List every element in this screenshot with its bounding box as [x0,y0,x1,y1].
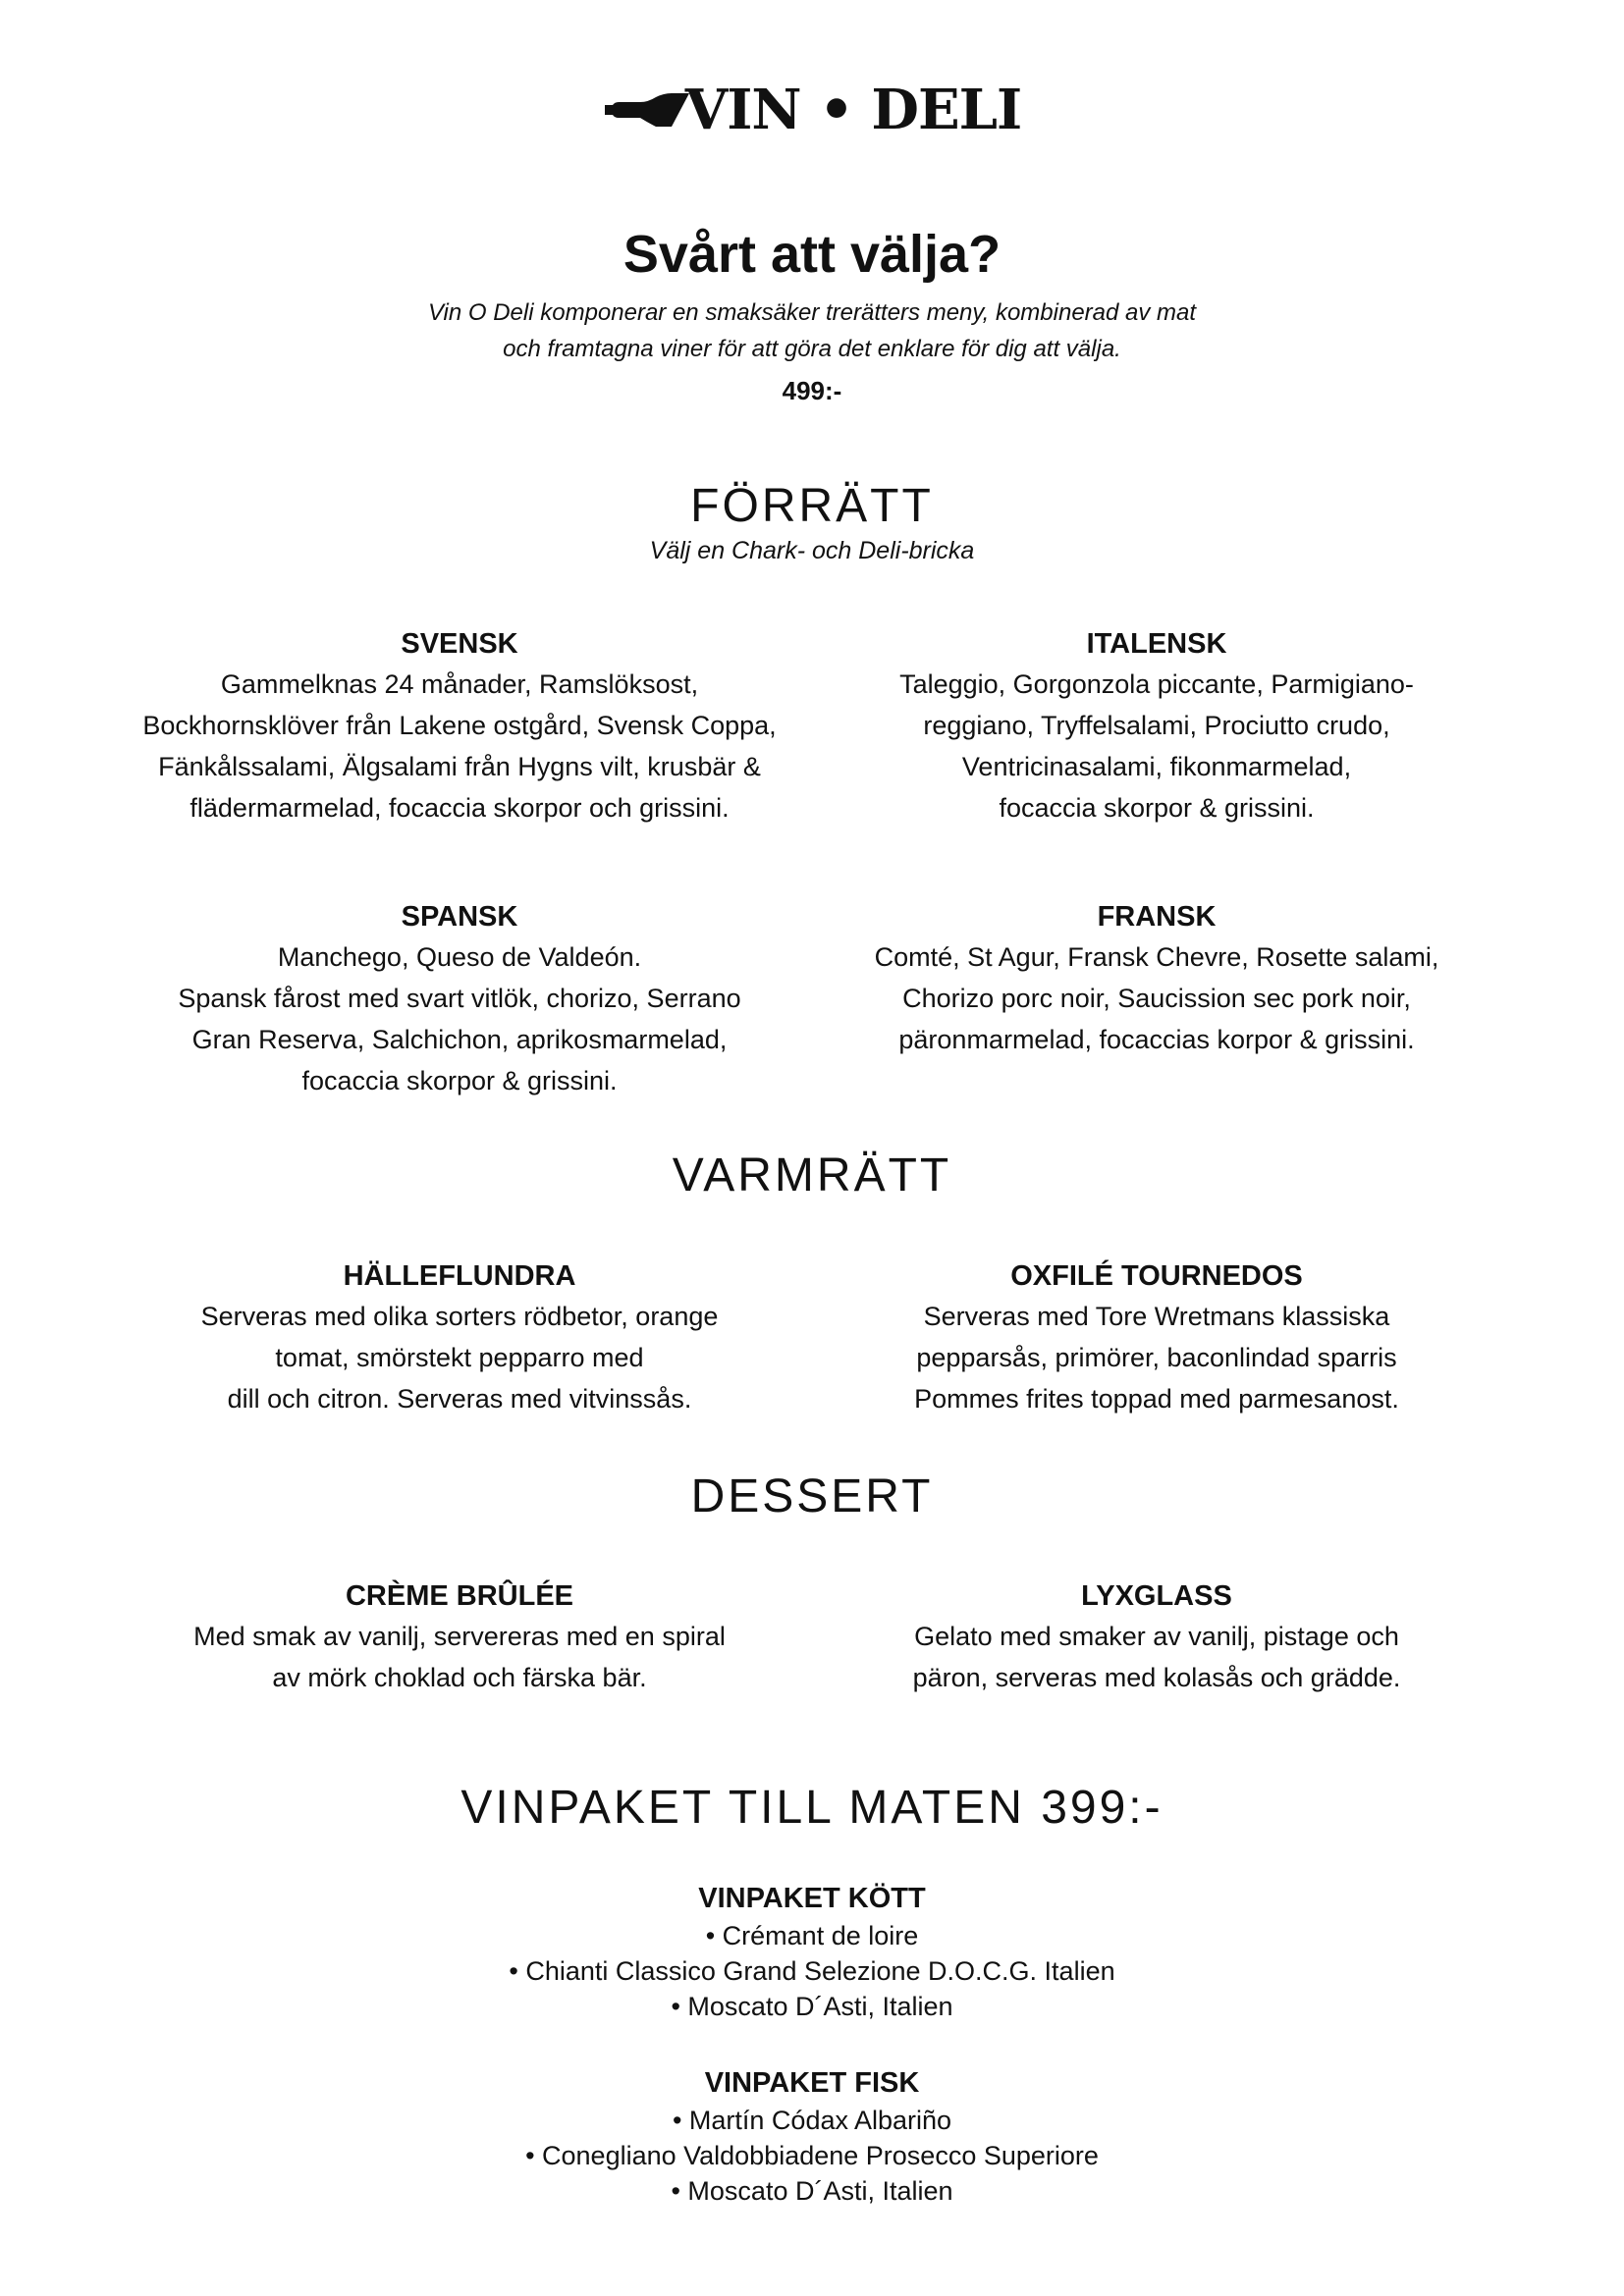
dish-svensk [116,624,803,828]
dish-description: Manchego, Queso de Valdeón. Spansk fårost med svart vitlök, chorizo, Serrano Gran Reserva, Salchichon, aprikosmarmelad, focaccia skorpor & grissini. [178,942,741,1095]
dish-description: Med smak av vanilj, servereras med en spiral av mörk choklad och färska bär. [193,1622,726,1692]
dish-creme-brulee [116,1576,803,1698]
dish-title: LYXGLASS [1081,1580,1232,1612]
menu-price: 499:- [782,376,842,405]
wine-package-title: VINPAKET KÖTT [698,1883,926,1914]
dish-oxfile-tournedos [813,1256,1500,1419]
dish-title: CRÈME BRÛLÉE [345,1580,573,1612]
dish-lyxglass [813,1576,1500,1698]
section-title-varmratt: VARMRÄTT [672,1149,952,1201]
logo-text: VIN • DELI [684,78,1022,142]
intro-text [0,294,1624,367]
dish-description: Comté, St Agur, Fransk Chevre, Rosette salami, Chorizo porc noir, Saucission sec pork noir, päronmarmelad, focaccias korpor & grissini. [874,942,1439,1054]
section-title-dessert: DESSERT [690,1470,934,1522]
section-subtitle-forratt: Välj en Chark- och Deli-bricka [649,537,975,564]
wine-package-title: VINPAKET FISK [704,2067,920,2099]
wine-item: • Moscato D´Asti, Italien [671,2176,953,2206]
intro-line-2: och framtagna viner för att göra det enklare för dig att välja. [503,336,1121,362]
logo-inner [603,78,1022,142]
wine-item: • Chianti Classico Grand Selezione D.O.C.G. Italien [509,1956,1115,1986]
dish-fransk [813,897,1500,1060]
section-title-forratt: FÖRRÄTT [690,480,934,532]
dish-title: HÄLLEFLUNDRA [343,1260,576,1292]
dish-title: OXFILÉ TOURNEDOS [1010,1260,1303,1292]
wine-item: • Crémant de loire [705,1921,919,1950]
wine-bottle-icon [603,90,691,130]
dish-description: Taleggio, Gorgonzola piccante, Parmigiano- reggiano, Tryffelsalami, Prociutto crudo, Ventricinasalami, fikonmarmelad, focaccia skorpor & grissini. [899,669,1414,823]
dish-halleflundra [116,1256,803,1419]
wine-item: • Conegliano Valdobbiadene Prosecco Superiore [525,2141,1099,2170]
dish-spansk [116,897,803,1101]
wine-item: • Moscato D´Asti, Italien [671,1992,953,2021]
dish-description: Gelato med smaker av vanilj, pistage och päron, serveras med kolasås och grädde. [912,1622,1401,1692]
wine-package-kott [0,1879,1624,2024]
dish-description: Serveras med olika sorters rödbetor, orange tomat, smörstekt pepparro med dill och citron. Serveras med vitvinssås. [200,1302,719,1414]
dish-description: Gammelknas 24 månader, Ramslöksost, Bockhornsklöver från Lakene ostgård, Svensk Coppa, Fänkålssalami, Älgsalami från Hygns vilt, krusbär & flädermarmelad, focaccia skorpor och grissini. [142,669,777,823]
dish-description: Serveras med Tore Wretmans klassiska pepparsås, primörer, baconlindad sparris Pommes frites toppad med parmesanost. [914,1302,1399,1414]
section-title-vinpaket: VINPAKET TILL MATEN 399:- [460,1782,1164,1834]
logo [0,78,1624,142]
intro-line-1: Vin O Deli komponerar en smaksäker trerätters meny, kombinerad av mat [427,299,1197,326]
dish-title: FRANSK [1097,901,1217,933]
page-title: Svårt att välja? [623,225,1001,284]
dish-title: SVENSK [401,628,518,660]
wine-package-fisk [0,2063,1624,2209]
dish-italensk [813,624,1500,828]
dish-title: SPANSK [401,901,518,933]
dish-title: ITALENSK [1086,628,1227,660]
wine-item: • Martín Códax Albariño [672,2106,952,2135]
